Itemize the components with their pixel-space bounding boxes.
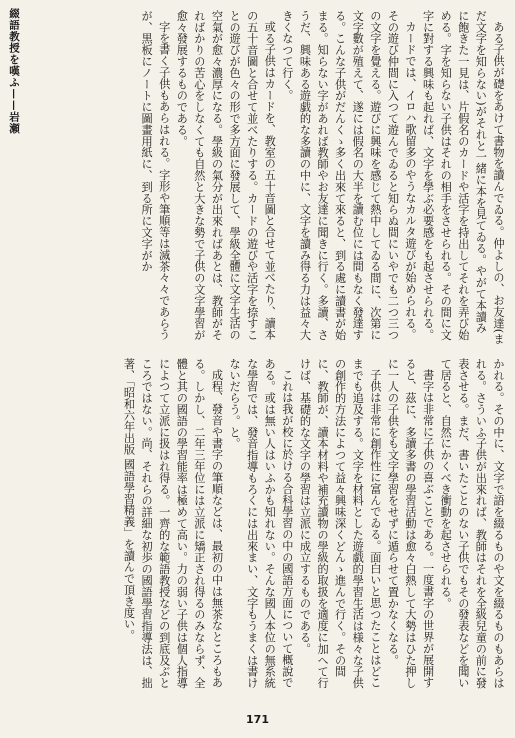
paragraph: カードでは、イロハ歌留多のやうなカルタ遊びが始められる。その遊び仲間に入つて遊んでゐると知らぬ間にいやでも二つ三つの文字を覺える。遊びに興味を感じて熱中してゐる間に、次第に文字數が殖えて、遂には假名の大半を讀む位には間もなく發達する。こんな子供がだんくゝ多く出來て來ると、到る處に讀書が始まる。知らない字があれば教師やお友達に聞きに行く。多讀、さうだ、興味ある遊戯的な多讀の中に、文字を讀み得る力は益々大きくなつて行く。 bbox=[280, 10, 418, 341]
paragraph: 成程、發音や書字の筆順などは、最初の中は無茶なところもある。しかし、二年三年位には立派に矯正され得るのみならず、全體と其の國語の學習能率は極めて高い。力の弱い子供は個人指導によつて立派に扱はれ得る。一齊的な範語教授などの到底及ぶところではない。尚、それらの詳細な初歩の國語學習指導法は、拙著、「昭和六年出版 國語學習精義」を讀んで頂き度い。 bbox=[122, 358, 224, 689]
upper-text-block bbox=[15, 10, 507, 345]
lower-text-block bbox=[15, 358, 507, 693]
paragraph: 子供は非常に創作性に富んでゐる。面白いと思つたことはどこまでも追及する。文字を材料とした遊戯的學習生活は様々な子供の創作的方法によつて益々興味深くどんゝ進んで行く。その間に、教師が、讀本材料や補充讀物の學級的取扱を適度に加へて行けば、基礎的な文字の學習は立派に成立するものである。 bbox=[298, 358, 382, 689]
running-head: 綴語教授を嘆ふ——岩瀬 bbox=[8, 8, 20, 135]
paragraph: これは我が校に於ける合科學習の中の國語方面について概說である。或は無い人はいふかも知れない。そんな國人本位の無系統な學習では、發音指導もろくには出來まい、文字もうまくは書けないだらう。と。 bbox=[228, 358, 294, 689]
paragraph: かれる。その中に、文字で語を綴るものや文を綴るものもあらはれる。さういふ子供が出來れば、教師はそれを全級兒童の前に發表させる。まだ、書いたことのない子供でもその發表などを聞いて居ると、自然にかくべき衝動を起させられる。 bbox=[439, 358, 505, 689]
paragraph: 或る子供はカードを、教室の五十音圖と合せて並べたり、讀本の五十音圖と合せて並べたりする。カードの遊びや活字を捺すことの遊びが色々の形で多方面に發展して、學級全體に文字生活の空氣が愈々濃厚になる。學級の氣分が出來ればあとは、教師がそればかりの苦心をしなくても自然と大きな勢で子供の文字學習が愈々發展するものである。 bbox=[175, 10, 277, 341]
paragraph: 書字は非常に子供の喜ぶことである。一度書字の世界が展開すると、茲に、多讀多書の學習活動は愈々白熱して大勢はひた押しに一人の子供をも文字學習をせずに遁らせて置かなくなる。 bbox=[386, 358, 435, 689]
paragraph: ある子供が礎をあけて書物を讀んでゐる。仲よしの、お友達(まだ文字を知らない)がそれと一緒に本を見てゐる。やがて本讀みに飽きた一見は、片假名のカードや活字を持出してそれを弄び始める。字を知らない子供はそれの相手をさせられる。その間に文字に對する興味も起れば、文字を學ぶ必要感をも起させられる。 bbox=[421, 10, 505, 345]
paragraph: 字を書く子供もあらはれる。字形や筆順等は滅茶々々であらうが、黒板にノートに圖畫用紙に、到る所に文字がか bbox=[140, 10, 171, 341]
page-number: 171 bbox=[246, 713, 269, 726]
